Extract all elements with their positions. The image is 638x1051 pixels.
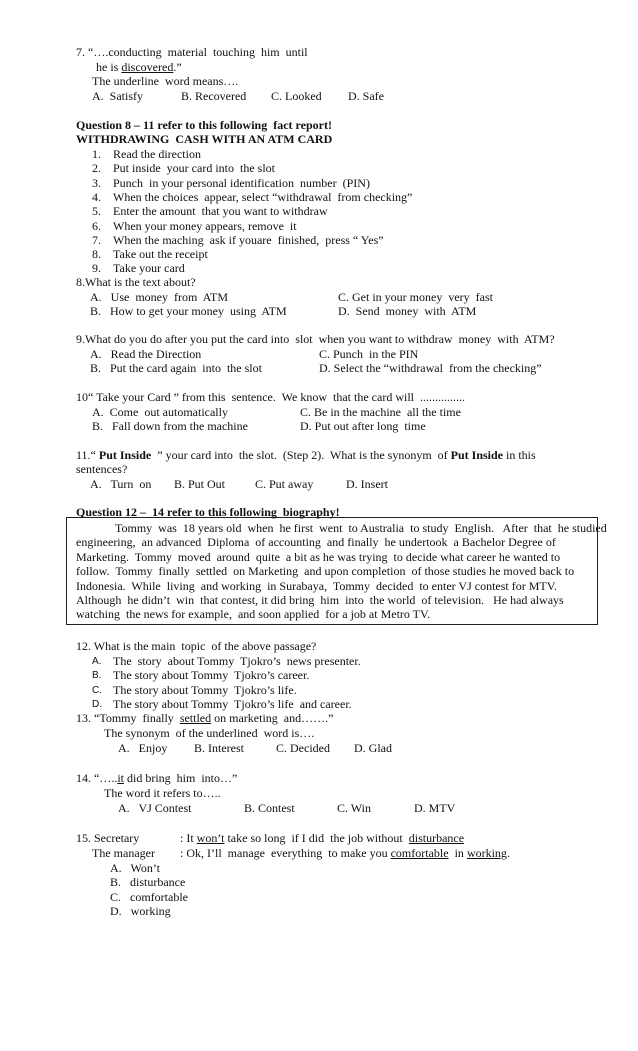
section-header: Question 12 – 14 refer to this following biography! <box>76 505 340 519</box>
option-c: C. Looked <box>271 89 322 103</box>
step-number: 1. <box>92 147 101 161</box>
option-a: A. Use money from ATM <box>90 290 228 304</box>
question-12-stem: 12. What is the main topic of the above passage? <box>76 639 317 653</box>
question-14-stem: 14. “…..it did bring him into…” <box>76 771 238 785</box>
biography-line: watching the news for example, and soon applied for a job at Metro TV. <box>76 607 431 622</box>
option-b: B. Contest <box>244 801 295 815</box>
option-d: D. Send money with ATM <box>338 304 477 318</box>
question-13-prompt: The synonym of the underlined word is…. <box>104 726 315 740</box>
option-text: The story about Tommy Tjokro’s news presenter. <box>113 654 361 668</box>
option-letter: C. <box>92 684 102 696</box>
question-7-prompt: The underline word means…. <box>92 74 239 88</box>
step-number: 5. <box>92 204 101 219</box>
option-text: The story about Tommy Tjokro’s career. <box>113 668 310 683</box>
option-b: B. Put Out <box>174 477 226 491</box>
question-7-quote: he is discovered.” <box>96 60 182 74</box>
step-number: 8. <box>92 247 101 262</box>
step-text: Enter the amount that you want to withdraw <box>113 204 328 219</box>
option-letter: B. <box>92 670 102 682</box>
question-7-stem: 7. “….conducting material touching him until <box>76 45 308 59</box>
step-text: Punch in your personal identification number (PIN) <box>113 175 370 190</box>
option-c: C. Be in the machine all the time <box>300 405 461 419</box>
underlined-word: discovered <box>121 60 174 74</box>
dialogue-line-1: : It won’t take so long if I did the job without disturbance <box>180 831 465 845</box>
option-c: C. Win <box>337 801 371 815</box>
biography-line: Indonesia. While living and working in Surabaya, Tommy decided to enter VJ contest for MTV. <box>76 578 557 593</box>
step-text: Take out the receipt <box>113 247 208 262</box>
biography-line: engineering, an advanced Diploma of accounting and finally he undertook a Bachelor Degree of <box>76 535 556 550</box>
biography-line: Although he didn’t win that contest, it did bring him into the world of television. He had always <box>76 593 564 607</box>
option-text: The story about Tommy Tjokro’s life and career. <box>113 696 352 711</box>
step-number: 3. <box>92 175 101 190</box>
question-11-stem-cont: sentences? <box>76 462 128 476</box>
speaker-manager: The manager <box>92 846 155 860</box>
option-d: D. Glad <box>354 741 392 755</box>
option-c: C. Get in your money very fast <box>338 290 493 304</box>
underlined-word: it <box>117 771 124 785</box>
question-9-stem: 9.What do you do after you put the card into slot when you want to withdraw money with ATM? <box>76 332 555 346</box>
option-d: D. Insert <box>346 477 388 491</box>
option-letter: D. <box>92 698 102 710</box>
option-c: C. Put away <box>255 477 314 491</box>
option-d: D. Put out after long time <box>300 419 426 433</box>
option-a: A. Won’t <box>110 861 160 875</box>
question-8-stem: 8.What is the text about? <box>76 275 196 289</box>
option-a: A. VJ Contest <box>118 801 192 815</box>
option-d: D. working <box>110 904 171 918</box>
option-a: A. Turn on <box>90 477 152 491</box>
option-a: A. Read the Direction <box>90 347 202 361</box>
option-letter: A. <box>92 656 102 667</box>
option-a: A. Enjoy <box>118 741 168 755</box>
option-d: D. Safe <box>348 89 384 103</box>
underlined-word: settled <box>179 711 212 725</box>
option-b: B. Interest <box>194 741 244 755</box>
question-10-stem: 10“ Take your Card ” from this sentence. We know that the card will ............... <box>76 390 465 404</box>
step-text: Take your card <box>113 261 185 276</box>
speaker-secretary: 15. Secretary <box>76 831 140 845</box>
dialogue-line-2: : Ok, I’ll manage everything to make you comfortable in working. <box>180 846 510 860</box>
option-c: C. comfortable <box>110 890 188 904</box>
biography-line: Marketing. Tommy moved around quite a bit as he was trying to decide what career he wanted to <box>76 549 561 564</box>
step-text: When the choices appear, select “withdrawal from checking” <box>113 189 413 204</box>
option-b: B. Put the card again into the slot <box>90 361 262 375</box>
step-text: When your money appears, remove it <box>113 218 297 233</box>
option-a: A. Satisfy <box>92 89 143 103</box>
option-b: B. Recovered <box>181 89 247 103</box>
step-text: Read the direction <box>113 147 201 161</box>
option-d: D. MTV <box>414 801 456 815</box>
section-header: Question 8 – 11 refer to this following fact report! <box>76 118 332 132</box>
biography-line: Tommy was 18 years old when he first went to Australia to study English. After that he studied <box>115 521 607 535</box>
option-b: B. How to get your money using ATM <box>90 304 287 318</box>
step-text: When the maching ask if youare finished, press “ Yes” <box>113 232 384 247</box>
step-number: 7. <box>92 232 101 247</box>
option-a: A. Come out automatically <box>92 405 228 419</box>
step-number: 6. <box>92 218 101 233</box>
step-number: 4. <box>92 189 101 204</box>
option-c: C. Decided <box>276 741 330 755</box>
option-text: The story about Tommy Tjokro’s life. <box>113 682 297 697</box>
question-11-stem: 11.“ Put Inside ” your card into the slot. (Step 2). What is the synonym of Put Inside in this <box>76 448 536 462</box>
biography-line: follow. Tommy finally settled on Marketing and upon completion of those studies he moved back to <box>76 564 575 579</box>
step-text: Put inside your card into the slot <box>113 161 275 176</box>
option-b: B. disturbance <box>110 875 186 889</box>
option-d: D. Select the “withdrawal from the checking” <box>319 361 542 375</box>
option-c: C. Punch in the PIN <box>319 347 419 361</box>
question-14-prompt: The word it refers to….. <box>104 786 221 800</box>
section-title: WITHDRAWING CASH WITH AN ATM CARD <box>76 132 333 146</box>
step-number: 2. <box>92 161 101 176</box>
question-13-stem: 13. “Tommy finally settled on marketing and…….” <box>76 711 334 725</box>
option-b: B. Fall down from the machine <box>92 419 248 433</box>
step-number: 9. <box>92 261 101 276</box>
